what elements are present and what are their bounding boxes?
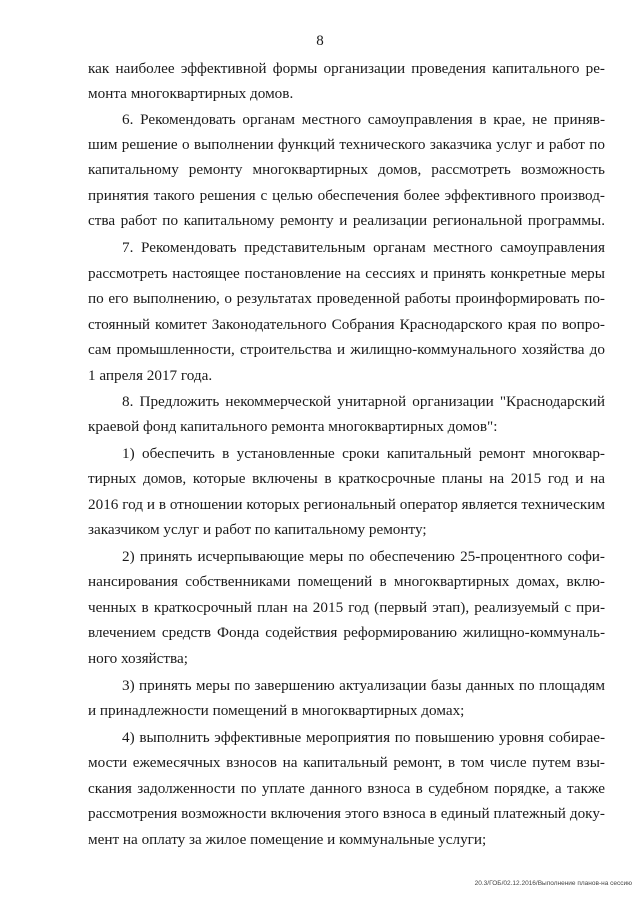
text-line: сам промышленности, строительства и жилищно-коммунального хозяйства до	[88, 341, 605, 358]
text-line: ного хозяйства;	[88, 650, 188, 667]
text-line: капитальному ремонту многоквартирных домов, рассмотреть возможность	[88, 161, 605, 178]
text-line: мент на оплату за жилое помещение и коммунальные услуги;	[88, 831, 487, 848]
text-line: влечением средств Фонда содействия реформированию жилищно-коммуналь-	[88, 624, 605, 641]
text-line: 3) принять меры по завершению актуализации базы данных по площадям	[122, 677, 605, 694]
text-line: заказчиком услуг и работ по капитальному ремонту;	[88, 521, 427, 538]
footer-file-path: 20.3/ГОБ/02.12.2016/Выполнение планов-на сессию	[474, 880, 632, 887]
text-line: 2) принять исчерпывающие меры по обеспечению 25-процентного софи-	[122, 548, 605, 565]
text-line: скания задолженности по уплате данного взноса в судебном порядке, а также	[88, 780, 605, 797]
text-line: шим решение о выполнении функций технического заказчика услуг и работ по	[88, 136, 605, 153]
text-line: краевой фонд капитального ремонта многоквартирных домов":	[88, 418, 498, 435]
text-line: и принадлежности помещений в многоквартирных домах;	[88, 702, 465, 719]
text-line: принятия такого решения с целью обеспечения более эффективного производ-	[88, 187, 605, 204]
text-line: 4) выполнить эффективные мероприятия по повышению уровня собирае-	[122, 729, 605, 746]
text-line: монта многоквартирных домов.	[88, 85, 294, 102]
text-line: 8. Предложить некоммерческой унитарной организации "Краснодарский	[122, 393, 605, 410]
text-line: как наиболее эффективной формы организации проведения капитального ре-	[88, 60, 605, 77]
text-line: нансирования собственниками помещений в многоквартирных домах, вклю-	[88, 573, 605, 590]
text-line: ства работ по капитальному ремонту и реализации региональной программы.	[88, 212, 605, 229]
text-line: мости ежемесячных взносов на капитальный ремонт, в том числе путем взы-	[88, 754, 605, 771]
text-line: тирных домов, которые включены в краткосрочные планы на 2015 год и на	[88, 470, 605, 487]
text-line: 1) обеспечить в установленные сроки капитальный ремонт многоквар-	[122, 445, 605, 462]
text-line: стоянный комитет Законодательного Собрания Краснодарского края по вопро-	[88, 316, 605, 333]
text-line: 2016 год и в отношении которых региональный оператор является техническим	[88, 496, 605, 513]
text-line: по его выполнению, о результатах проведенной работы проинформировать по-	[88, 290, 605, 307]
text-line: рассмотреть настоящее постановление на сессиях и принять конкретные меры	[88, 265, 605, 282]
text-line: 7. Рекомендовать представительным органам местного самоуправления	[122, 239, 605, 256]
text-line: рассмотрения возможности включения этого взноса в единый платежный доку-	[88, 805, 605, 822]
text-line: 6. Рекомендовать органам местного самоуправления в крае, не приняв-	[122, 111, 605, 128]
text-line: 1 апреля 2017 года.	[88, 367, 213, 384]
text-line: ченных в краткосрочный план на 2015 год (первый этап), реализуемый с при-	[88, 599, 605, 616]
page-number: 8	[316, 33, 324, 49]
